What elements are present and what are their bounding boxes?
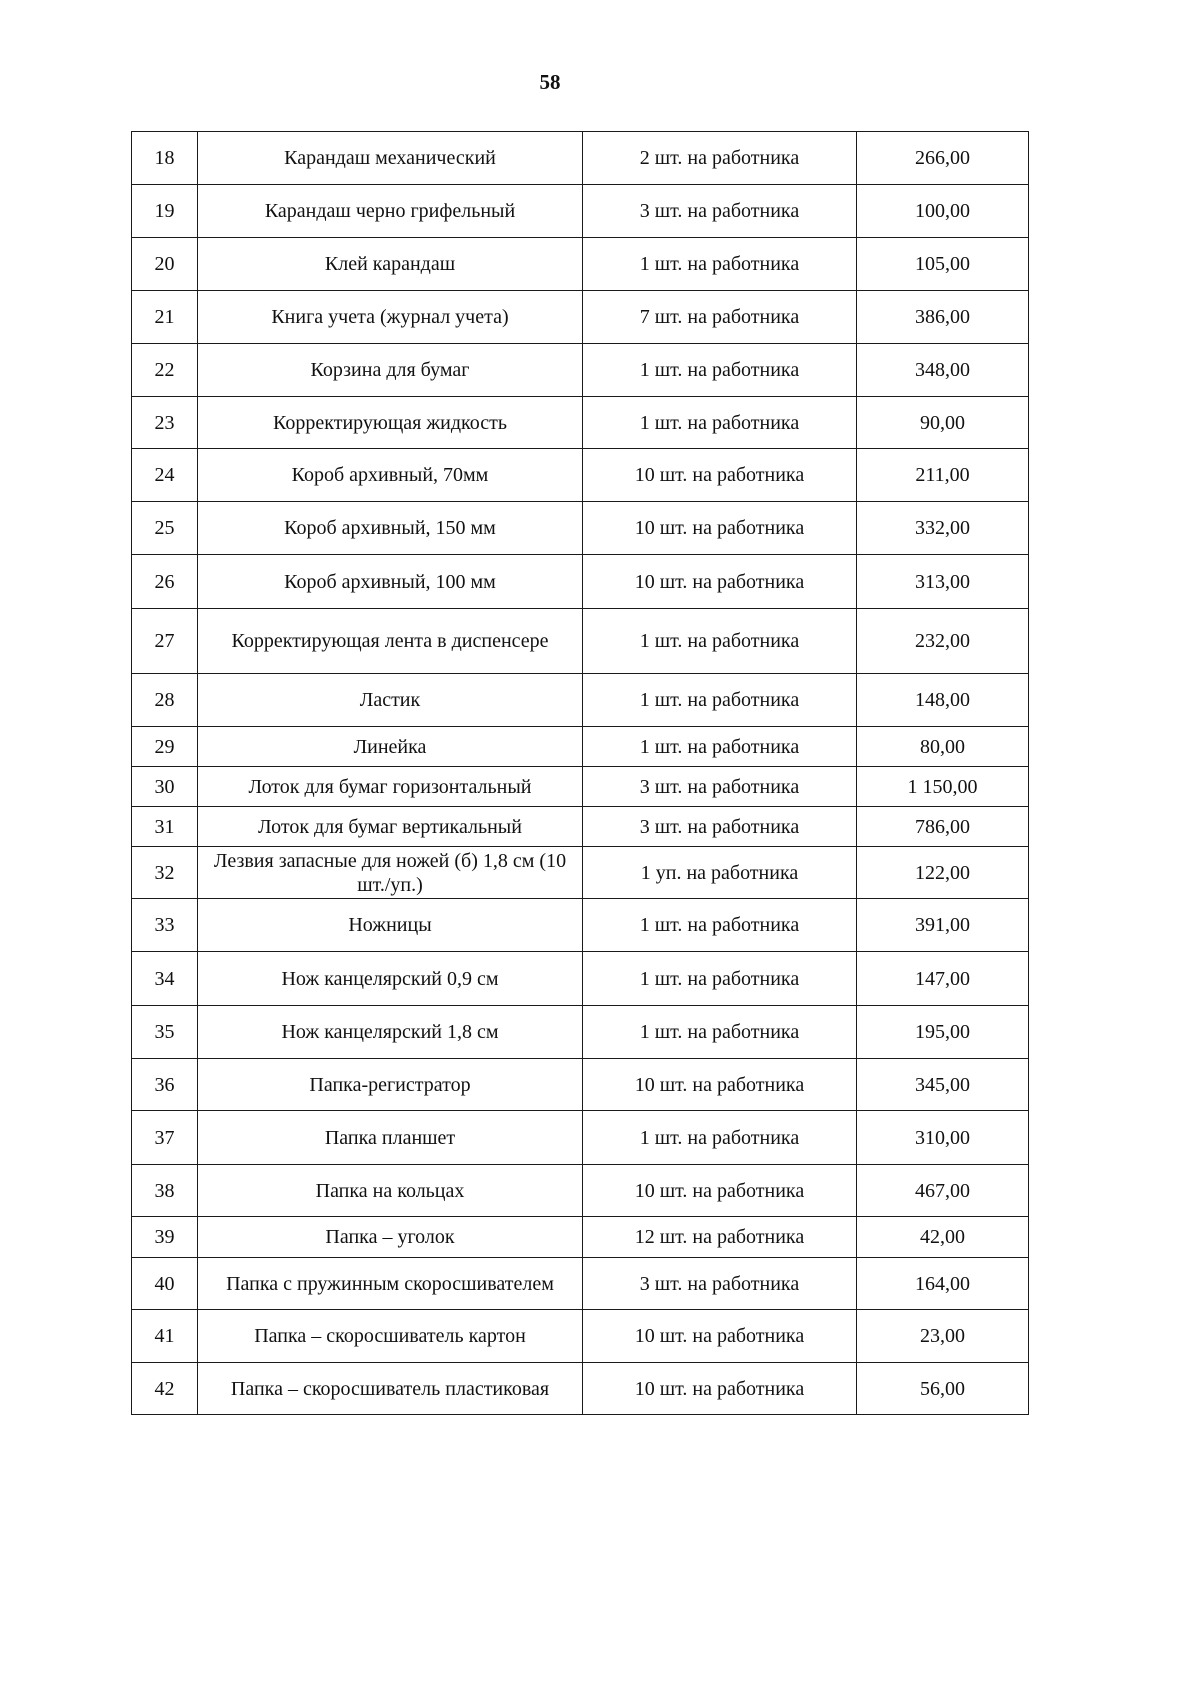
row-number-cell: 25 — [132, 502, 198, 555]
row-number-cell: 37 — [132, 1111, 198, 1165]
quantity-cell: 1 шт. на работника — [583, 344, 857, 397]
price-cell: 345,00 — [857, 1059, 1029, 1111]
table-row — [132, 502, 1029, 555]
price-cell: 23,00 — [857, 1310, 1029, 1363]
quantity-cell: 1 шт. на работника — [583, 952, 857, 1006]
item-name-cell: Ластик — [198, 674, 583, 727]
price-cell: 391,00 — [857, 899, 1029, 952]
price-cell: 786,00 — [857, 807, 1029, 847]
item-name-cell: Папка планшет — [198, 1111, 583, 1165]
table-row — [132, 291, 1029, 344]
page-number: 58 — [539, 70, 561, 94]
row-number-cell: 22 — [132, 344, 198, 397]
row-number-cell: 28 — [132, 674, 198, 727]
quantity-cell: 3 шт. на работника — [583, 185, 857, 238]
row-number-cell: 23 — [132, 397, 198, 449]
table-row — [132, 1363, 1029, 1415]
price-cell: 147,00 — [857, 952, 1029, 1006]
row-number-cell: 34 — [132, 952, 198, 1006]
supplies-table — [131, 131, 1029, 1415]
quantity-cell: 10 шт. на работника — [583, 502, 857, 555]
quantity-cell: 1 шт. на работника — [583, 727, 857, 767]
table-row — [132, 674, 1029, 727]
row-number-cell: 20 — [132, 238, 198, 291]
price-cell: 164,00 — [857, 1258, 1029, 1310]
price-cell: 56,00 — [857, 1363, 1029, 1415]
price-cell: 80,00 — [857, 727, 1029, 767]
quantity-cell: 12 шт. на работника — [583, 1217, 857, 1258]
price-cell: 90,00 — [857, 397, 1029, 449]
quantity-cell: 10 шт. на работника — [583, 555, 857, 609]
table-row — [132, 238, 1029, 291]
item-name-cell: Линейка — [198, 727, 583, 767]
quantity-cell: 3 шт. на работника — [583, 1258, 857, 1310]
table-row — [132, 344, 1029, 397]
item-name-cell: Карандаш черно грифельный — [198, 185, 583, 238]
table-row — [132, 1217, 1029, 1258]
row-number-cell: 26 — [132, 555, 198, 609]
row-number-cell: 36 — [132, 1059, 198, 1111]
quantity-cell: 2 шт. на работника — [583, 132, 857, 185]
price-cell: 266,00 — [857, 132, 1029, 185]
row-number-cell: 39 — [132, 1217, 198, 1258]
table-row — [132, 847, 1029, 899]
quantity-cell: 7 шт. на работника — [583, 291, 857, 344]
table-row — [132, 899, 1029, 952]
quantity-cell: 3 шт. на работника — [583, 767, 857, 807]
table-row — [132, 609, 1029, 674]
item-name-cell: Нож канцелярский 1,8 см — [198, 1006, 583, 1059]
table-row — [132, 1111, 1029, 1165]
quantity-cell: 10 шт. на работника — [583, 1363, 857, 1415]
row-number-cell: 32 — [132, 847, 198, 899]
item-name-cell: Лезвия запасные для ножей (б) 1,8 см (10 шт./уп.) — [198, 847, 583, 899]
row-number-cell: 29 — [132, 727, 198, 767]
row-number-cell: 27 — [132, 609, 198, 674]
price-cell: 122,00 — [857, 847, 1029, 899]
item-name-cell: Короб архивный, 100 мм — [198, 555, 583, 609]
table-row — [132, 555, 1029, 609]
price-cell: 195,00 — [857, 1006, 1029, 1059]
price-cell: 232,00 — [857, 609, 1029, 674]
quantity-cell: 1 уп. на работника — [583, 847, 857, 899]
price-cell: 42,00 — [857, 1217, 1029, 1258]
price-cell: 386,00 — [857, 291, 1029, 344]
item-name-cell: Папка на кольцах — [198, 1165, 583, 1217]
price-cell: 148,00 — [857, 674, 1029, 727]
table-row — [132, 767, 1029, 807]
item-name-cell: Книга учета (журнал учета) — [198, 291, 583, 344]
table-row — [132, 1310, 1029, 1363]
quantity-cell: 1 шт. на работника — [583, 674, 857, 727]
table-row — [132, 952, 1029, 1006]
quantity-cell: 1 шт. на работника — [583, 899, 857, 952]
price-cell: 100,00 — [857, 185, 1029, 238]
row-number-cell: 42 — [132, 1363, 198, 1415]
quantity-cell: 1 шт. на работника — [583, 1111, 857, 1165]
price-cell: 313,00 — [857, 555, 1029, 609]
item-name-cell: Папка-регистратор — [198, 1059, 583, 1111]
price-cell: 467,00 — [857, 1165, 1029, 1217]
item-name-cell: Ножницы — [198, 899, 583, 952]
item-name-cell: Клей карандаш — [198, 238, 583, 291]
row-number-cell: 19 — [132, 185, 198, 238]
item-name-cell: Корзина для бумаг — [198, 344, 583, 397]
row-number-cell: 24 — [132, 449, 198, 502]
row-number-cell: 31 — [132, 807, 198, 847]
price-cell: 310,00 — [857, 1111, 1029, 1165]
row-number-cell: 40 — [132, 1258, 198, 1310]
price-cell: 332,00 — [857, 502, 1029, 555]
item-name-cell: Короб архивный, 150 мм — [198, 502, 583, 555]
row-number-cell: 35 — [132, 1006, 198, 1059]
item-name-cell: Короб архивный, 70мм — [198, 449, 583, 502]
item-name-cell: Папка – уголок — [198, 1217, 583, 1258]
quantity-cell: 1 шт. на работника — [583, 609, 857, 674]
row-number-cell: 21 — [132, 291, 198, 344]
item-name-cell: Лоток для бумаг вертикальный — [198, 807, 583, 847]
row-number-cell: 41 — [132, 1310, 198, 1363]
quantity-cell: 1 шт. на работника — [583, 1006, 857, 1059]
item-name-cell: Корректирующая лента в диспенсере — [198, 609, 583, 674]
table-row — [132, 727, 1029, 767]
table-row — [132, 397, 1029, 449]
table-row — [132, 449, 1029, 502]
table-row — [132, 1059, 1029, 1111]
table-row — [132, 1006, 1029, 1059]
quantity-cell: 10 шт. на работника — [583, 1165, 857, 1217]
item-name-cell: Корректирующая жидкость — [198, 397, 583, 449]
item-name-cell: Папка – скоросшиватель пластиковая — [198, 1363, 583, 1415]
table-row — [132, 807, 1029, 847]
quantity-cell: 1 шт. на работника — [583, 397, 857, 449]
price-cell: 1 150,00 — [857, 767, 1029, 807]
row-number-cell: 18 — [132, 132, 198, 185]
quantity-cell: 10 шт. на работника — [583, 1310, 857, 1363]
table-row — [132, 1165, 1029, 1217]
quantity-cell: 3 шт. на работника — [583, 807, 857, 847]
table-row — [132, 132, 1029, 185]
row-number-cell: 33 — [132, 899, 198, 952]
price-cell: 348,00 — [857, 344, 1029, 397]
quantity-cell: 10 шт. на работника — [583, 449, 857, 502]
row-number-cell: 38 — [132, 1165, 198, 1217]
table-row — [132, 185, 1029, 238]
quantity-cell: 10 шт. на работника — [583, 1059, 857, 1111]
item-name-cell: Лоток для бумаг горизонтальный — [198, 767, 583, 807]
price-cell: 211,00 — [857, 449, 1029, 502]
row-number-cell: 30 — [132, 767, 198, 807]
table-row — [132, 1258, 1029, 1310]
price-cell: 105,00 — [857, 238, 1029, 291]
item-name-cell: Нож канцелярский 0,9 см — [198, 952, 583, 1006]
item-name-cell: Папка – скоросшиватель картон — [198, 1310, 583, 1363]
item-name-cell: Папка с пружинным скоросшивателем — [198, 1258, 583, 1310]
item-name-cell: Карандаш механический — [198, 132, 583, 185]
quantity-cell: 1 шт. на работника — [583, 238, 857, 291]
table-body — [132, 132, 1029, 1415]
